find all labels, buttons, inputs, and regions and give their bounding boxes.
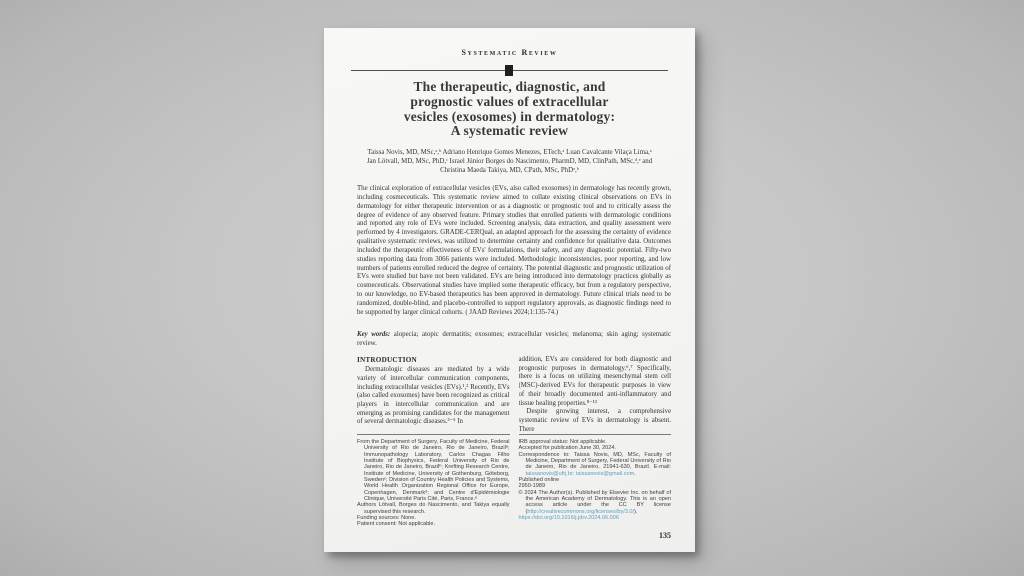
- section-heading-introduction: INTRODUCTION: [357, 356, 417, 364]
- page-number: 135: [659, 531, 671, 540]
- copyright-text-end: ).: [634, 508, 638, 515]
- author-line: Christina Maeda Takiya, MD, CPath, MSc, PhDᵃ,ᵇ: [440, 166, 579, 174]
- header-rule-ornament: [505, 65, 513, 76]
- footnote-issn: 2950-1989: [518, 483, 546, 490]
- article-category: Systematic Review: [461, 48, 558, 57]
- right-column: [519, 356, 672, 528]
- copyright-text: © 2024 The Author(s). Published by Elsevier Inc. on behalf of the American Academy of Dermatology. This is an open access article under the CC BY license (: [518, 489, 671, 515]
- footnotes-right: [519, 434, 672, 521]
- footnotes-left: [357, 434, 510, 528]
- footnote-consent: Patient consent: Not applicable.: [357, 521, 436, 528]
- author-line: Jan Lötvall, MD, MSc, PhD,ᶜ Israel Júnior Borges do Nascimento, PharmD, MD, ClinPath, MSc,ᵈ,ᵉ and: [366, 157, 653, 165]
- article-title: [324, 80, 695, 139]
- author-list: [342, 149, 677, 175]
- footnote-funding: Funding sources: None.: [357, 515, 416, 522]
- left-column: [357, 356, 510, 528]
- footnote-supervision: Authors Lötvall, Borges do Nascimento, and Takiya equally supervised this research.: [357, 502, 510, 515]
- two-column-section: [357, 356, 671, 528]
- introduction-paragraph: Dermatologic diseases are mediated by a wide variety of intercellular communication components, including extracellular vesicles (EVs).¹,² Recently, EVs (also called exosomes) have been recognized as critical players in intercellular communication and are emerging as promising candidates for the management of several dermatologic diseases.³⁻⁵ In: [357, 366, 510, 426]
- license-link[interactable]: http://creativecommons.org/licenses/by/3.0/: [527, 508, 635, 515]
- title-line: vesicles (exosomes) in dermatology:: [403, 108, 616, 124]
- introduction-paragraph: addition, EVs are considered for both diagnostic and prognostic purposes in dermatology.⁶,⁷ Specifically, there is a focus on utilizing mesenchymal stem cell (MSC)-derived EVs for therapeutic purposes in view of their broadly documented anti-inflammatory and tissue healing properties.⁸⁻¹³: [518, 356, 671, 407]
- footnote-copyright: [519, 490, 672, 515]
- keywords-text: alopecia; atopic dermatitis; exosomes; extracellular vesicles; melanoma; skin aging; systematic review.: [357, 331, 671, 347]
- abstract-text: The clinical exploration of extracellular vesicles (EVs, also called exosomes) in dermatology has recently grown, including cosmeceuticals. This systematic review aimed to collate existing clinical observations on EVs in dermatology for either therapeutic intervention or as a diagnostic or prognostic tool and to critically assess the degree of evidence of any observed feature. Primary studies that enrolled patients with dermatologic conditions and reported any role of EVs were included. Screening analysis, data extraction, and quality assessment were performed by 4 investigators. GRADE-CERQual, an adapted approach for the assessing the certainty of evidence qualitative systematic reviews, was utilized to determine certainty and confidence for qualitative data. Outcomes included the therapeutic effectiveness of EVs' formulations, their safety, and any diagnostic potential. Fifty-two studies reporting data from 3066 patients were included. Methodologic inconsistencies, poor reporting, and low numbers of patients enrolled reduced the degree of certainty. The potential diagnostic and prognostic utilization of EVs were studied but have not been validated. EVs are being introduced into dermatology practices globally as cosmeceuticals. Observational studies have implied some therapeutic efficacy, but from a regulatory perspective, to our knowledge, no EV-based therapeutics has been approved in dermatology. Future clinical trials need to be randomized, double-blind, and placebo-controlled to support regulatory approvals, as diagnostic findings need to be supported by larger clinical cohorts. ( JAAD Reviews 2024;1:135-74.): [357, 185, 671, 316]
- author-line: Taissa Novis, MD, MSc,ᵃ,ᵇ Adriano Henrique Gomes Menezes, ETech,ᵃ Luan Cavalcante Vilaça Lima,ᵃ: [367, 149, 652, 156]
- title-line: A systematic review: [450, 123, 569, 139]
- footnote-published-online: Published online: [518, 477, 560, 484]
- footnote-affiliations: From the Department of Surgery, Faculty of Medicine, Federal University of Rio de Janeiro, Rio de Janeiro, Brazilᵃ; Immunopathology Laboratory, Carlos Chagas Filho Institute of Biophysics, Federal University of Rio de Janeiro, Rio de Janeiro, Brazilᵇ; Krefting Research Centre, Institute of Medicine, University of Gothenburg, Göteborg, Swedenᶜ; Division of Country Health Policies and Systems, World Health Organization Regional Office for Europe, Copenhagen, Denmarkᵈ; and Centre d'Epidémiologie Clinique, Université Paris Cité, Paris, France.ᵉ: [357, 439, 510, 503]
- introduction-paragraph: Despite growing interest, a comprehensive systematic review of EVs in dermatology is absent. There: [518, 408, 671, 432]
- keywords: [357, 331, 671, 349]
- title-line: The therapeutic, diagnostic, and: [413, 79, 606, 94]
- left-column-body: [357, 356, 510, 432]
- article-page: [324, 28, 695, 552]
- doi-link[interactable]: https://doi.org/10.1016/j.jdrv.2024.06.006: [518, 515, 619, 522]
- correspondence-text: Correspondence to: Taissa Novis, MD, MSc, Faculty of Medicine, Department of Surgery, Federal University of Rio de Janeiro, Rio de Janeiro, 21941-630, Brazil. E-mail:: [518, 451, 671, 471]
- email-link-gmail[interactable]: taissanovis@gmail.com.: [575, 470, 636, 477]
- keywords-label: Key words:: [357, 331, 391, 338]
- right-column-body: [519, 356, 672, 432]
- email-link-ufrj[interactable]: taissanovis@ufrj.br;: [525, 470, 575, 477]
- footnote-irb: IRB approval status: Not applicable.: [518, 439, 607, 445]
- footnote-correspondence: [519, 452, 672, 477]
- title-line: prognostic values of extracellular: [410, 93, 609, 109]
- footnote-accepted: Accepted for publication June 30, 2024.: [518, 445, 616, 452]
